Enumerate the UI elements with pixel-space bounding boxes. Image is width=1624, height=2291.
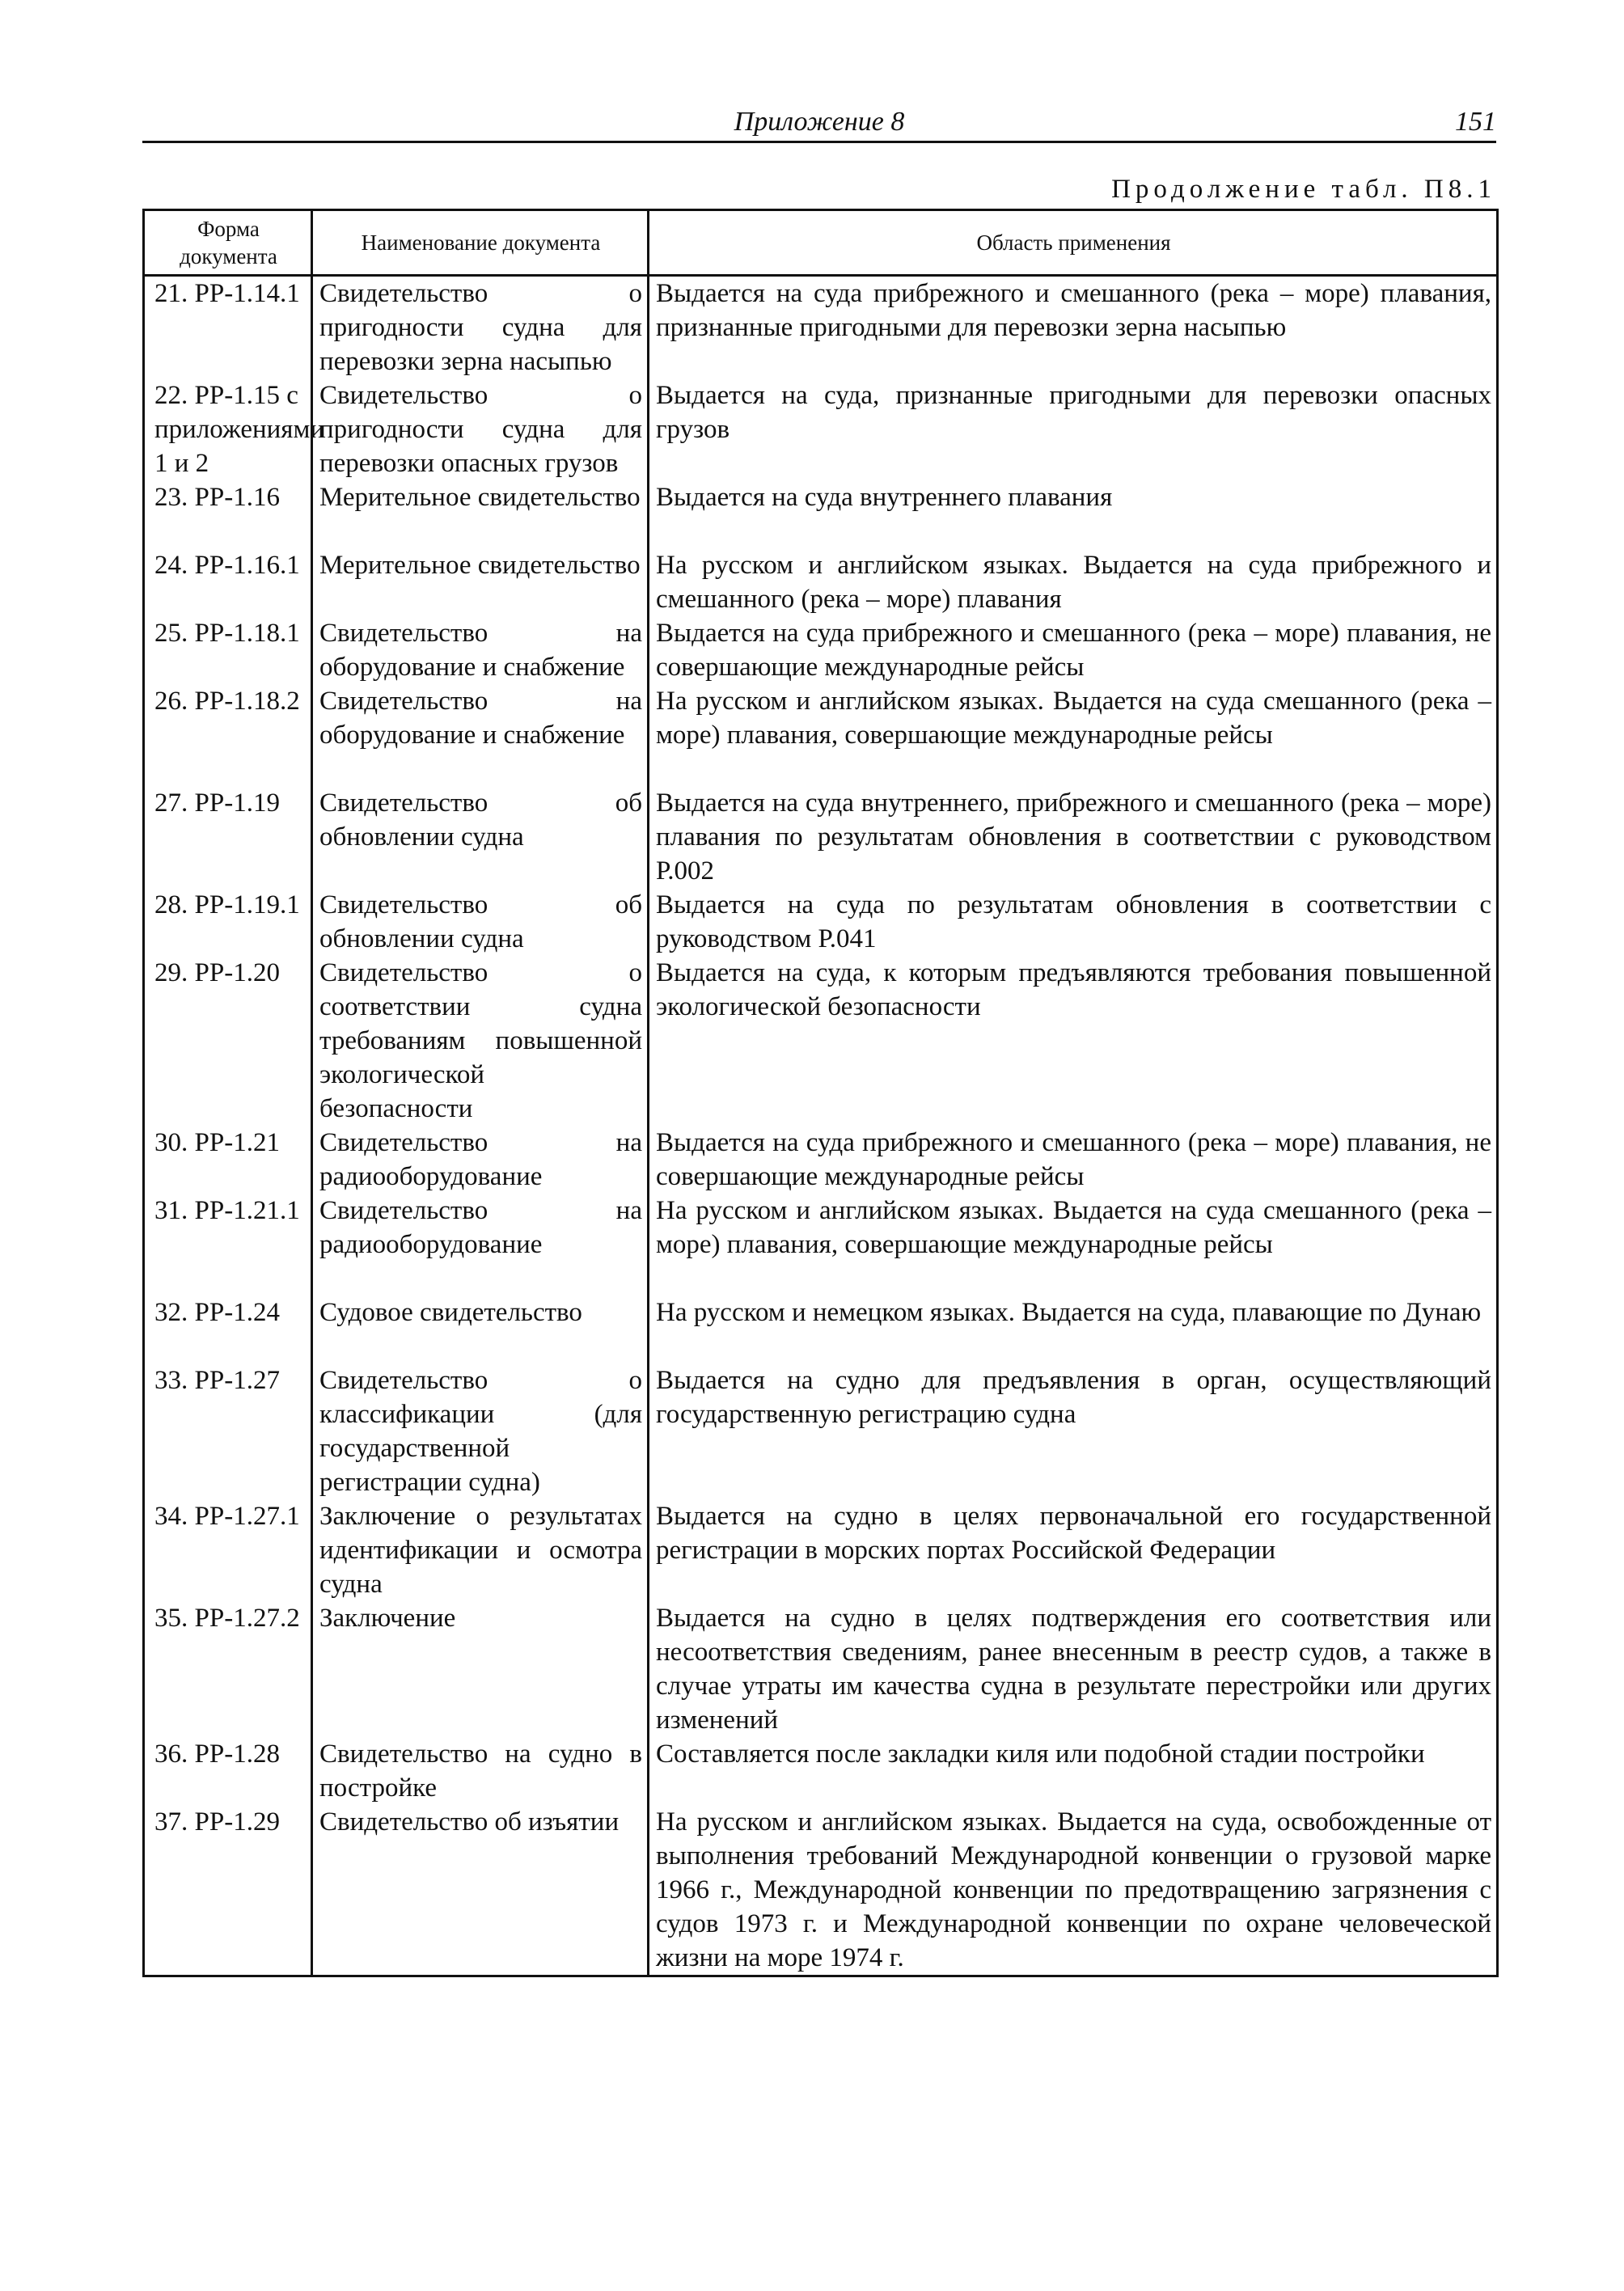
cell-form: 21. РР-1.14.1	[144, 276, 312, 379]
column-header-form: Форма документа	[144, 210, 312, 276]
page-number: 151	[1455, 107, 1496, 137]
cell-name: Заключение о результатах идентификации и осмотра судна	[312, 1499, 649, 1601]
table-row	[144, 548, 1498, 616]
page-header	[142, 95, 1496, 143]
column-header-scope: Область применения	[649, 210, 1498, 276]
cell-name: Свидетельство о соответствии судна требованиям повышенной экологической безопасности	[312, 956, 649, 1126]
cell-scope: На русском и английском языках. Выдается на суда прибрежного и смешанного (река – море) плавания	[649, 548, 1498, 616]
table-row	[144, 378, 1498, 480]
table-row	[144, 888, 1498, 956]
column-header-name: Наименование документа	[312, 210, 649, 276]
cell-scope: Выдается на суда внутреннего, прибрежного и смешанного (река – море) плавания по результатам обновления в соответствии с руководством Р.002	[649, 786, 1498, 888]
cell-name: Свидетельство о пригодности судна для перевозки опасных грузов	[312, 378, 649, 480]
cell-name: Свидетельство на радиооборудование	[312, 1126, 649, 1194]
cell-scope: На русском и английском языках. Выдается на суда, освобожденные от выполнения требований Международной конвенции о грузовой марке 1966 г., Международной конвенции по предотвращению загрязнения с судов 1973 г. и Международной конвенции по охране человеческой жизни на море 1974 г.	[649, 1805, 1498, 1976]
cell-name: Свидетельство о пригодности судна для перевозки зерна насыпью	[312, 276, 649, 379]
table-caption: Продолжение табл. П8.1	[1111, 175, 1496, 204]
cell-form: 25. РР-1.18.1	[144, 616, 312, 684]
table-row	[144, 1601, 1498, 1737]
table-row	[144, 1126, 1498, 1194]
cell-form: 32. РР-1.24	[144, 1296, 312, 1363]
cell-form: 37. РР-1.29	[144, 1805, 312, 1976]
cell-scope: Выдается на судно для предъявления в орган, осуществляющий государственную регистрацию судна	[649, 1363, 1498, 1499]
cell-scope: Выдается на суда по результатам обновления в соответствии с руководством Р.041	[649, 888, 1498, 956]
cell-name: Свидетельство об обновлении судна	[312, 888, 649, 956]
table-row	[144, 616, 1498, 684]
cell-name: Свидетельство о классификации (для государственной регистрации судна)	[312, 1363, 649, 1499]
cell-scope: На русском и английском языках. Выдается на суда смешанного (река – море) плавания, совершающие международные рейсы	[649, 684, 1498, 786]
cell-name: Судовое свидетельство	[312, 1296, 649, 1363]
table-row	[144, 1363, 1498, 1499]
cell-scope: Выдается на суда прибрежного и смешанного (река – море) плавания, не совершающие международные рейсы	[649, 616, 1498, 684]
cell-name: Свидетельство на судно в постройке	[312, 1737, 649, 1805]
cell-scope: На русском и немецком языках. Выдается на суда, плавающие по Дунаю	[649, 1296, 1498, 1363]
cell-name: Свидетельство на оборудование и снабжение	[312, 616, 649, 684]
table-row	[144, 786, 1498, 888]
cell-form: 24. РР-1.16.1	[144, 548, 312, 616]
cell-name: Заключение	[312, 1601, 649, 1737]
documents-table	[142, 209, 1499, 1977]
table-row	[144, 1737, 1498, 1805]
cell-name: Свидетельство на оборудование и снабжение	[312, 684, 649, 786]
cell-scope: Выдается на суда, к которым предъявляются требования повышенной экологической безопасности	[649, 956, 1498, 1126]
cell-name: Свидетельство на радиооборудование	[312, 1194, 649, 1296]
cell-form: 30. РР-1.21	[144, 1126, 312, 1194]
table-row	[144, 1805, 1498, 1976]
cell-scope: Выдается на судно в целях подтверждения его соответствия или несоответствия сведениям, ранее внесенным в реестр судов, а также в случае утраты им качества судна в результате перестройки или других изменений	[649, 1601, 1498, 1737]
cell-name: Свидетельство об изъятии	[312, 1805, 649, 1976]
cell-form: 36. РР-1.28	[144, 1737, 312, 1805]
table-row	[144, 1296, 1498, 1363]
cell-scope: На русском и английском языках. Выдается на суда смешанного (река – море) плавания, совершающие международные рейсы	[649, 1194, 1498, 1296]
table-header-row	[144, 210, 1498, 276]
cell-name: Мерительное свидетельство	[312, 548, 649, 616]
cell-scope: Составляется после закладки киля или подобной стадии постройки	[649, 1737, 1498, 1805]
cell-form: 31. РР-1.21.1	[144, 1194, 312, 1296]
cell-form: 28. РР-1.19.1	[144, 888, 312, 956]
cell-scope: Выдается на суда прибрежного и смешанного (река – море) плавания, не совершающие международные рейсы	[649, 1126, 1498, 1194]
cell-form: 22. РР-1.15 с приложениями 1 и 2	[144, 378, 312, 480]
cell-form: 35. РР-1.27.2	[144, 1601, 312, 1737]
cell-form: 26. РР-1.18.2	[144, 684, 312, 786]
cell-name: Мерительное свидетельство	[312, 480, 649, 548]
running-title: Приложение 8	[734, 107, 905, 137]
table-row	[144, 956, 1498, 1126]
table-row	[144, 1194, 1498, 1296]
cell-form: 23. РР-1.16	[144, 480, 312, 548]
cell-form: 33. РР-1.27	[144, 1363, 312, 1499]
cell-scope: Выдается на суда прибрежного и смешанного (река – море) плавания, признанные пригодными для перевозки зерна насыпью	[649, 276, 1498, 379]
table-row	[144, 276, 1498, 379]
table-row	[144, 480, 1498, 548]
cell-form: 29. РР-1.20	[144, 956, 312, 1126]
table-row	[144, 1499, 1498, 1601]
cell-scope: Выдается на суда, признанные пригодными для перевозки опасных грузов	[649, 378, 1498, 480]
cell-scope: Выдается на судно в целях первоначальной его государственной регистрации в морских портах Российской Федерации	[649, 1499, 1498, 1601]
cell-name: Свидетельство об обновлении судна	[312, 786, 649, 888]
cell-scope: Выдается на суда внутреннего плавания	[649, 480, 1498, 548]
table-row	[144, 684, 1498, 786]
cell-form: 27. РР-1.19	[144, 786, 312, 888]
cell-form: 34. РР-1.27.1	[144, 1499, 312, 1601]
